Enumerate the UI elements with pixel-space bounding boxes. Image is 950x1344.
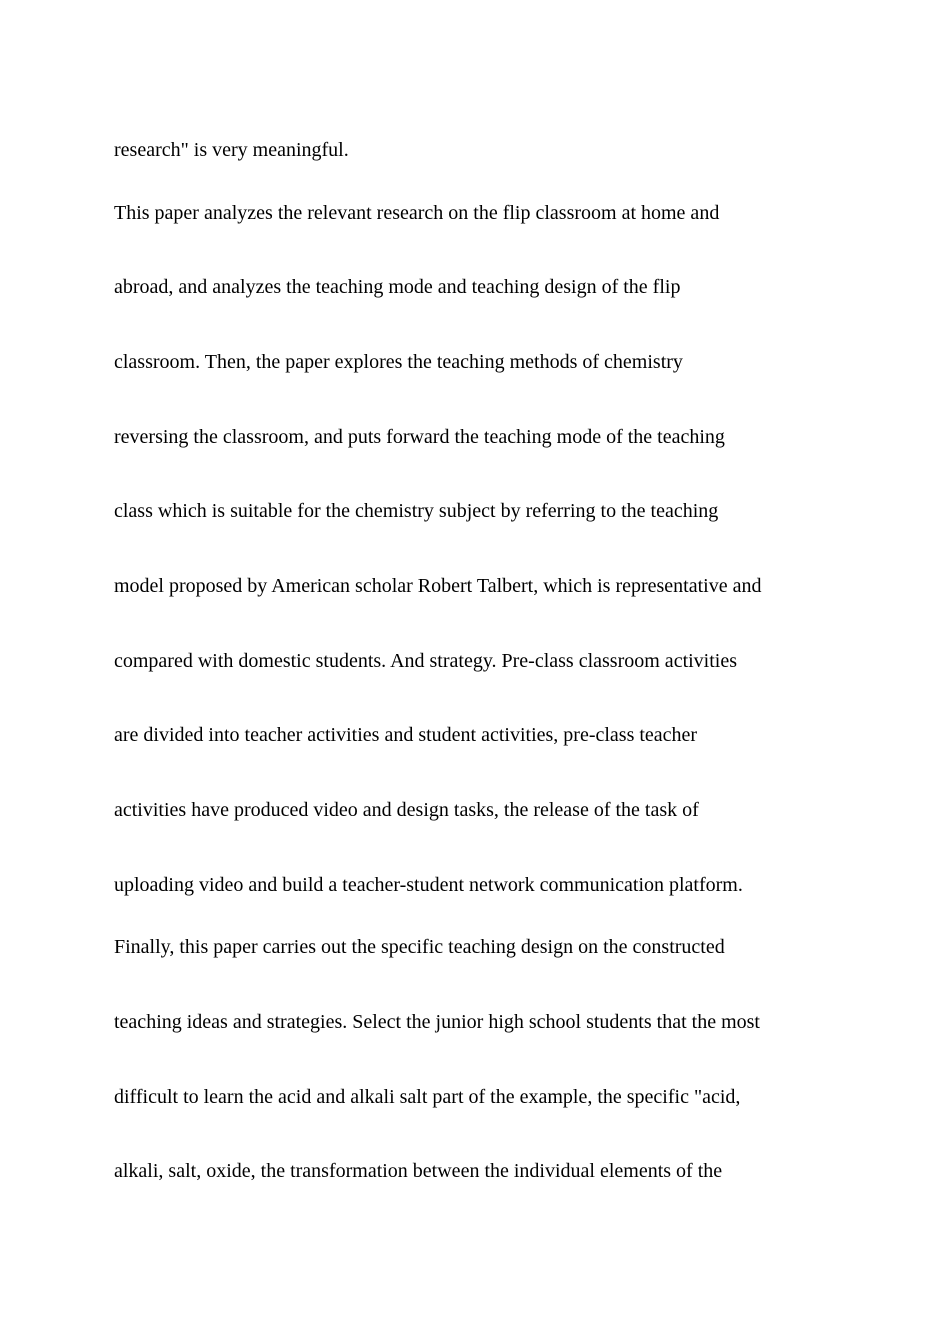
text-line: classroom. Then, the paper explores the teaching methods of chemistry — [114, 351, 683, 373]
text-line: reversing the classroom, and puts forward the teaching mode of the teaching — [114, 426, 725, 448]
text-line: difficult to learn the acid and alkali salt part of the example, the specific "acid, — [114, 1086, 741, 1108]
text-line: research" is very meaningful. — [114, 139, 349, 161]
text-line: model proposed by American scholar Robert Talbert, which is representative and — [114, 575, 762, 597]
text-line: abroad, and analyzes the teaching mode and teaching design of the flip — [114, 276, 681, 298]
text-line: activities have produced video and design tasks, the release of the task of — [114, 799, 699, 821]
text-line: alkali, salt, oxide, the transformation between the individual elements of the — [114, 1160, 723, 1182]
text-line: are divided into teacher activities and student activities, pre-class teacher — [114, 724, 698, 746]
text-line: uploading video and build a teacher-student network communication platform. — [114, 874, 743, 896]
text-line: class which is suitable for the chemistry subject by referring to the teaching — [114, 500, 719, 522]
text-line: teaching ideas and strategies. Select the junior high school students that the most — [114, 1011, 760, 1033]
text-line: This paper analyzes the relevant research on the flip classroom at home and — [114, 202, 720, 224]
text-line: compared with domestic students. And strategy. Pre-class classroom activities — [114, 650, 738, 672]
text-line: Finally, this paper carries out the specific teaching design on the constructed — [114, 936, 725, 958]
